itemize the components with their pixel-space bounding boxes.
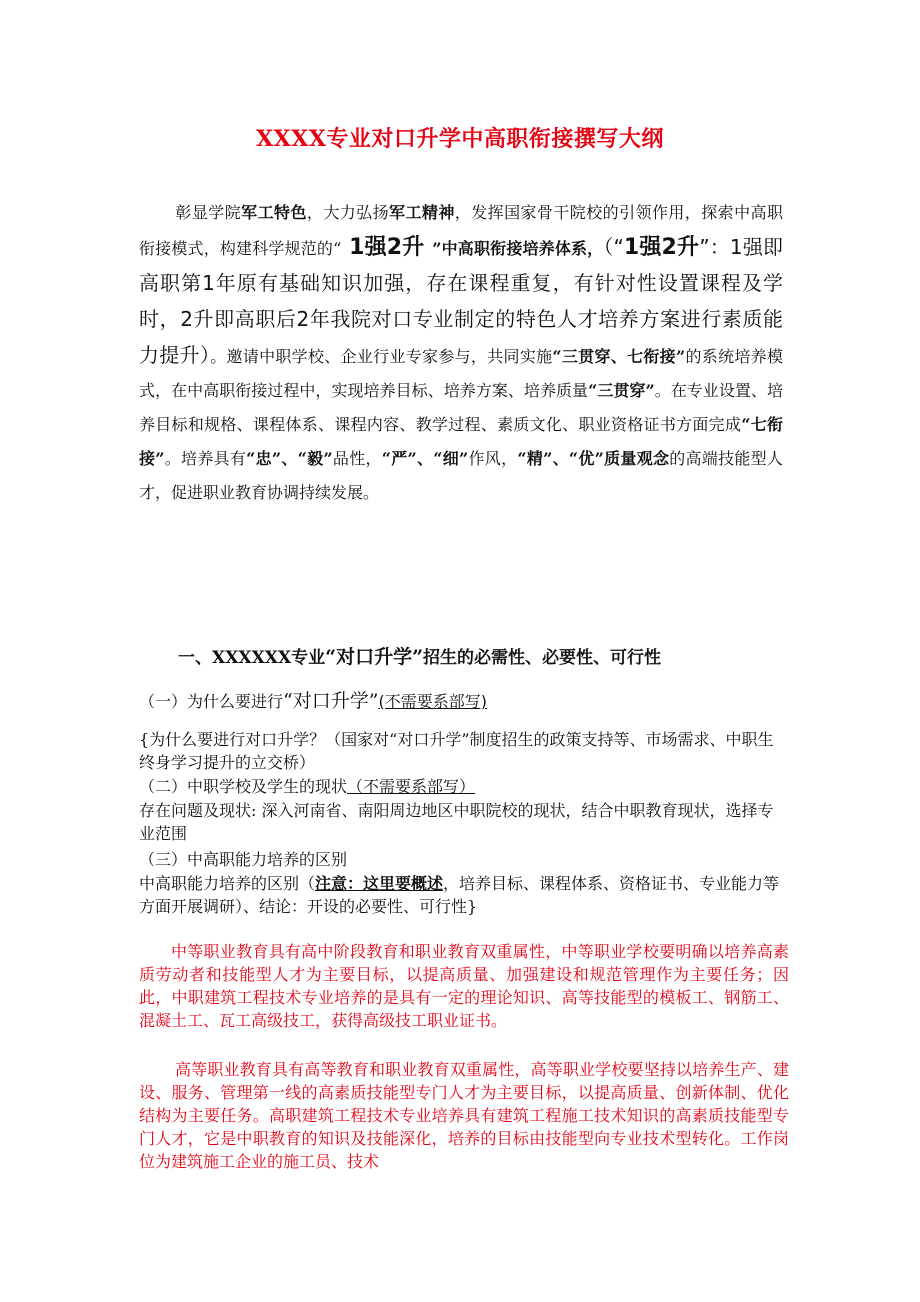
section-heading-part: “对口升学”: [325, 646, 423, 668]
red-paragraph-2: 高等职业教育具有高等教育和职业教育双重属性，高等职业学校要坚持以培养生产、建设、服务、管理第一线的高素质技能型专门人才为主要目标，以提高质量、创新体制、优化结构为主要任务。高职建筑工程技术专业培养具有建筑工程施工技术知识的高素质技能型专门人才，它是中职教育的知识及技能深化，培养的目标由技能型向专业技术型转化。工作岗位为建筑施工企业的施工员、技术: [139, 1060, 789, 1171]
intro-emphasis: 1强2升: [341, 235, 433, 260]
body-text: ，培养目标、课程体系、资格证书、专业能力等方面开展调研）、结论：开设的必要性、可行性}: [139, 874, 780, 916]
subheading-2: [139, 775, 789, 798]
intro-bold: 军工特色: [241, 203, 307, 222]
intro-text: 。在专业设置、培养目标和规格、课程体系、课程内容、教学过程、素质文化、职业资格证书方面完成: [139, 381, 783, 434]
intro-bold: 军工精神: [389, 203, 455, 222]
intro-text: 。邀请中职学校、企业行业专家参与，共同实施: [210, 347, 553, 366]
body-text: 中高职能力培养的区别（: [139, 874, 316, 893]
subsection-2-body: 存在问题及现状: 深入河南省、南阳周边地区中职院校的现状，结合中职教育现状，选择专业范围: [139, 801, 774, 843]
intro-bold: “忠”、“毅”: [246, 449, 333, 468]
body-note: 注意：这里要概述: [315, 874, 444, 893]
intro-text: 品性，: [332, 449, 382, 468]
intro-text: ，大力弘扬: [306, 203, 390, 222]
subheading-3: （三）中高职能力培养的区别: [139, 850, 348, 869]
subsection-1-body: {为什么要进行对口升学？（国家对“对口升学”制度招生的政策支持等、市场需求、中职生终身学习提升的立交桥）: [139, 730, 774, 772]
intro-text: 的高端技能型人才，促进职业教育协调持续发展。: [139, 449, 783, 502]
intro-bold: “严”、“细”: [381, 449, 469, 468]
intro-bold: ”中高职衔接培养体系，: [432, 239, 604, 258]
intro-text: 彰显学院: [175, 203, 242, 222]
document-title: XXXX专业对口升学中高职衔接撰写大纲: [256, 126, 664, 152]
intro-emphasis: 1强2升: [623, 235, 700, 260]
intro-paren-text: ”：1强即高职第1年原有基础知识加强，存在课程重复，有针对性设置课程及学时，2升即高职后2年我院对口专业制定的特色人才培养方案进行素质能力提升）: [139, 235, 783, 367]
subheading-note: （不需要系部写）: [347, 777, 476, 796]
intro-bold: “三贯穿、七衔接”: [552, 347, 686, 366]
section-heading-part: 一、XXXXXX专业: [178, 648, 326, 668]
intro-paren-open: （“: [603, 235, 624, 259]
intro-text: ，发挥国家骨干院校的引领作用，探索中高职衔接模式，构建科学规范的“: [139, 203, 783, 258]
intro-bold: “三贯穿”: [588, 381, 655, 400]
subheading-quote: “对口升学”: [283, 690, 379, 712]
intro-text: 的系统培养模式，在中高职衔接过程中，实现培养目标、培养方案、培养质量: [139, 347, 783, 400]
section-heading-part: 招生的必需性、必要性、可行性: [423, 648, 661, 668]
intro-paragraph: [139, 196, 783, 510]
section-heading: [178, 642, 661, 669]
red-paragraph-1: 中等职业教育具有高中阶段教育和职业教育双重属性，中等职业学校要明确以培养高素质劳动者和技能型人才为主要目标，以提高质量、加强建设和规范管理作为主要任务；因此，中职建筑工程技术专业培养的是具有一定的理论知识、高等技能型的模板工、钢筋工、混凝土工、瓦工高级技工，获得高级技工职业证书。: [139, 942, 789, 1030]
subheading-label: （二）中职学校及学生的现状: [139, 777, 348, 796]
subheading-label: （一）为什么要进行: [139, 692, 284, 711]
intro-bold: “精”、“优”质量观念: [517, 449, 670, 468]
intro-text: 。培养具有: [164, 449, 247, 468]
subheading-1: [139, 690, 789, 713]
subsection-3-body: [139, 872, 789, 918]
intro-text: 作风，: [468, 449, 518, 468]
intro-bold: “七衔接”: [139, 415, 783, 468]
subheading-note: (不需要系部写): [378, 692, 487, 711]
